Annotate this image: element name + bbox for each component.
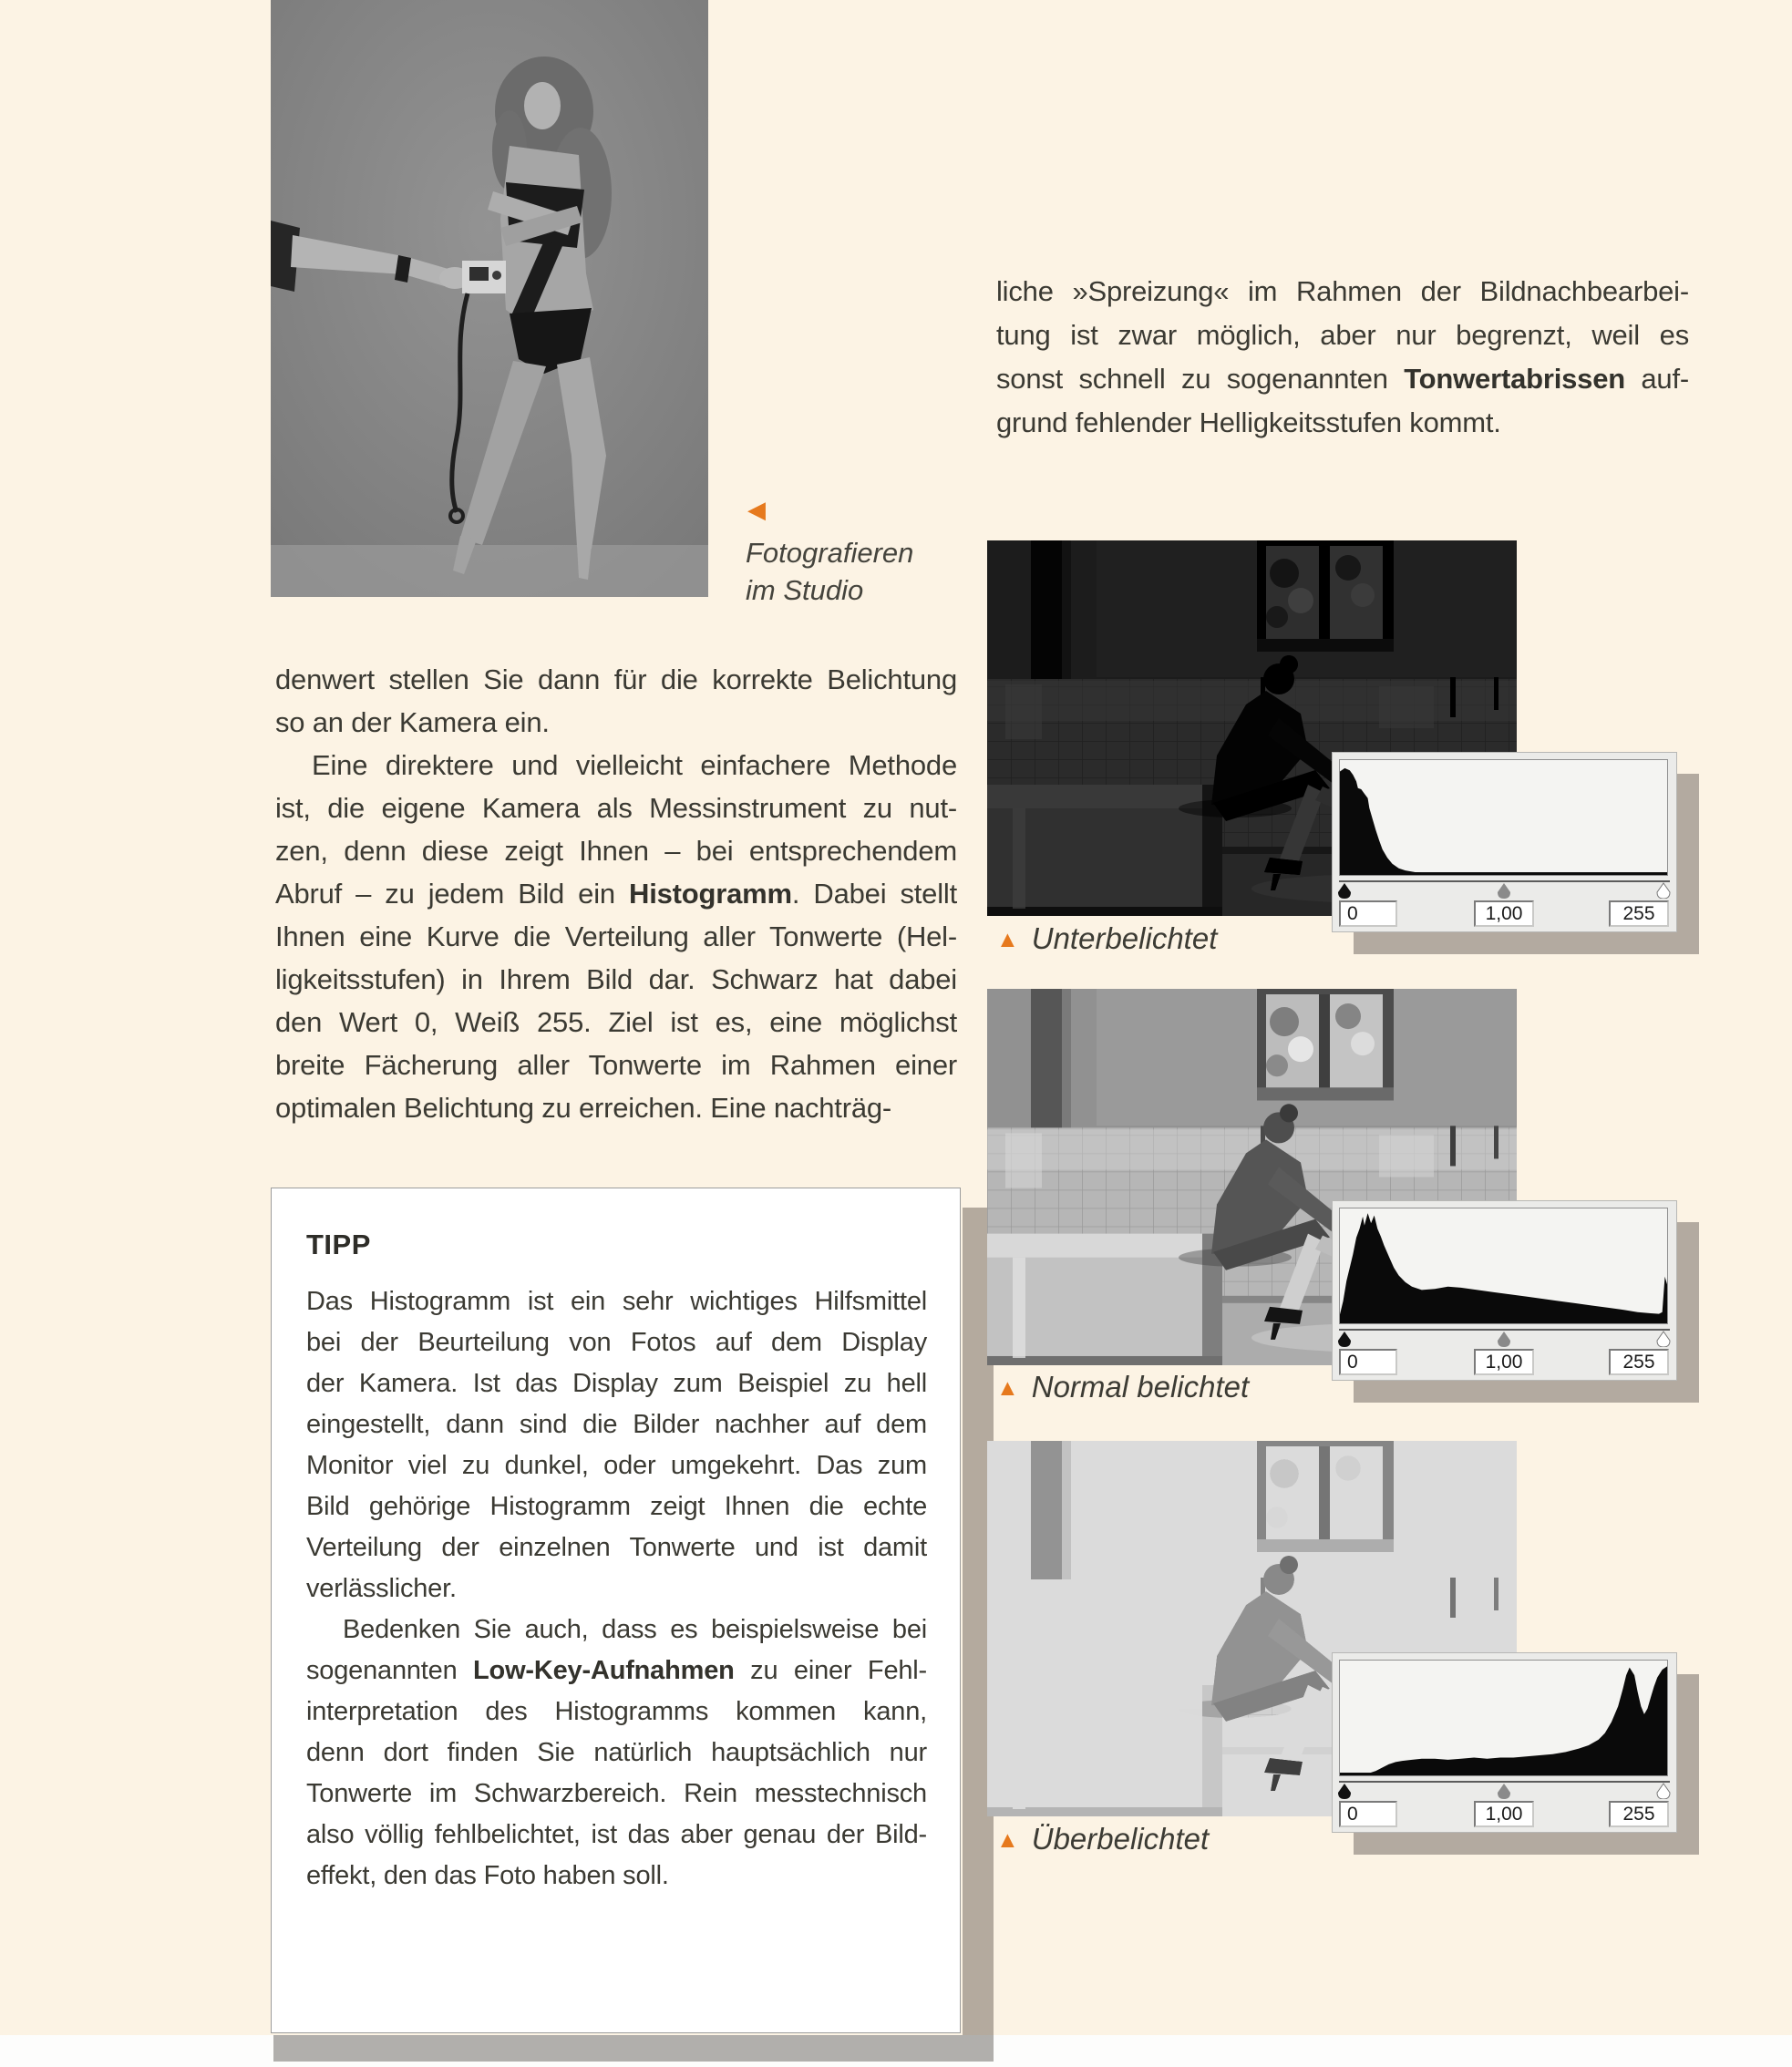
label-triangle-icon: ▲ xyxy=(996,927,1019,952)
tip-box-body: Das Histogramm ist ein sehr wichtiges Hilfsmittel bei der Beurteilung von Fotos auf dem Display der Kamera. Ist das Display zum Beispiel zu hell eingestellt, dann sind die Bilder nachher auf dem Monitor viel zu dunkel, oder umgekehrt. Das zum Bild gehörige Histogramm zeigt Ihnen die echte Verteilung der einzelnen Tonwerte und ist damit verlässlicher. Bedenken Sie auch, dass es beispielsweise bei sogenannten Low-Key-Aufnahmen zu einer Fehl- interpretation des Histogramms kommen kann, denn dort finden Sie natürlich hauptsächlich nur Tonwerte im Schwarzbereich. Rein messtechnisch also völlig fehlbelichtet, ist das aber genau der Bild- effekt, den das Foto haben soll. xyxy=(306,1287,928,1890)
histogram-overexposed xyxy=(1340,1661,1667,1775)
midtone-slider-handle[interactable] xyxy=(1497,1783,1511,1799)
figure-label-normal: ▲ Normal belichtet xyxy=(996,1370,1250,1404)
studio-photo-caption xyxy=(746,498,964,609)
figure-underexposed xyxy=(987,540,1721,969)
intro-paragraph: liche »Spreizung« im Rahmen der Bildnachbearbei- tung ist zwar möglich, aber nur begrenzt, weil es sonst schnell zu sogenannten Tonwertabrissen auf- grund fehlender Helligkeitsstufen kommt. xyxy=(996,275,1690,438)
figure-normal xyxy=(987,989,1721,1417)
levels-panel-normal xyxy=(1332,1200,1677,1381)
levels-panel-underexposed xyxy=(1332,752,1677,932)
black-point-input[interactable]: 0 xyxy=(1339,1801,1397,1827)
tip-box-title: TIPP xyxy=(306,1229,371,1260)
caption-left-arrow-icon: ◀ xyxy=(747,496,766,523)
label-triangle-icon: ▲ xyxy=(996,1375,1019,1401)
caption-line-2: im Studio xyxy=(746,574,864,606)
caption-line-1: Fotografieren xyxy=(746,537,914,569)
figure-label-overexposed: ▲ Überbelichtet xyxy=(996,1822,1210,1856)
gamma-input[interactable]: 1,00 xyxy=(1474,900,1534,927)
histogram-plot-normal xyxy=(1339,1208,1668,1324)
levels-panel-overexposed xyxy=(1332,1652,1677,1833)
shadow-slider-handle[interactable] xyxy=(1337,1783,1352,1799)
histogram-underexposed xyxy=(1340,760,1667,875)
black-point-input[interactable]: 0 xyxy=(1339,900,1397,927)
black-point-input[interactable]: 0 xyxy=(1339,1349,1397,1375)
studio-photo xyxy=(271,0,708,597)
highlight-slider-handle[interactable] xyxy=(1656,1331,1671,1347)
label-triangle-icon: ▲ xyxy=(996,1827,1019,1853)
white-point-input[interactable]: 255 xyxy=(1609,1801,1669,1827)
tip-box-shadow-bottom xyxy=(273,2035,994,2062)
tip-box xyxy=(271,1188,961,2033)
histogram-normal xyxy=(1340,1208,1667,1323)
midtone-slider-handle[interactable] xyxy=(1497,882,1511,899)
main-paragraph: denwert stellen Sie dann für die korrekte Belichtung so an der Kamera ein. Eine direktere und vielleicht einfachere Methode ist, die eigene Kamera als Messinstrument zu nut- zen, denn diese zeigt Ihnen – bei entsprechendem Abruf – zu jedem Bild ein Histogramm. Dabei stellt Ihnen eine Kurve die Verteilung aller Tonwerte (Hel- ligkeitsstufen) in Ihrem Bild dar. Schwarz hat dabei den Wert 0, Weiß 255. Ziel ist es, eine möglichst breite Fächerung aller Tonwerte im Rahmen einer optimalen Belichtung zu erreichen. Eine nachträg- xyxy=(275,663,958,1124)
midtone-slider-handle[interactable] xyxy=(1497,1331,1511,1347)
studio-photo-illustration xyxy=(271,0,708,597)
gamma-input[interactable]: 1,00 xyxy=(1474,1801,1534,1827)
figure-label-underexposed: ▲ Unterbelichtet xyxy=(996,921,1218,955)
gamma-input[interactable]: 1,00 xyxy=(1474,1349,1534,1375)
shadow-slider-handle[interactable] xyxy=(1337,1331,1352,1347)
highlight-slider-handle[interactable] xyxy=(1656,882,1671,899)
highlight-slider-handle[interactable] xyxy=(1656,1783,1671,1799)
white-point-input[interactable]: 255 xyxy=(1609,900,1669,927)
histogram-plot-underexposed xyxy=(1339,759,1668,876)
figure-overexposed xyxy=(987,1441,1721,1869)
histogram-plot-overexposed xyxy=(1339,1660,1668,1776)
shadow-slider-handle[interactable] xyxy=(1337,882,1352,899)
white-point-input[interactable]: 255 xyxy=(1609,1349,1669,1375)
